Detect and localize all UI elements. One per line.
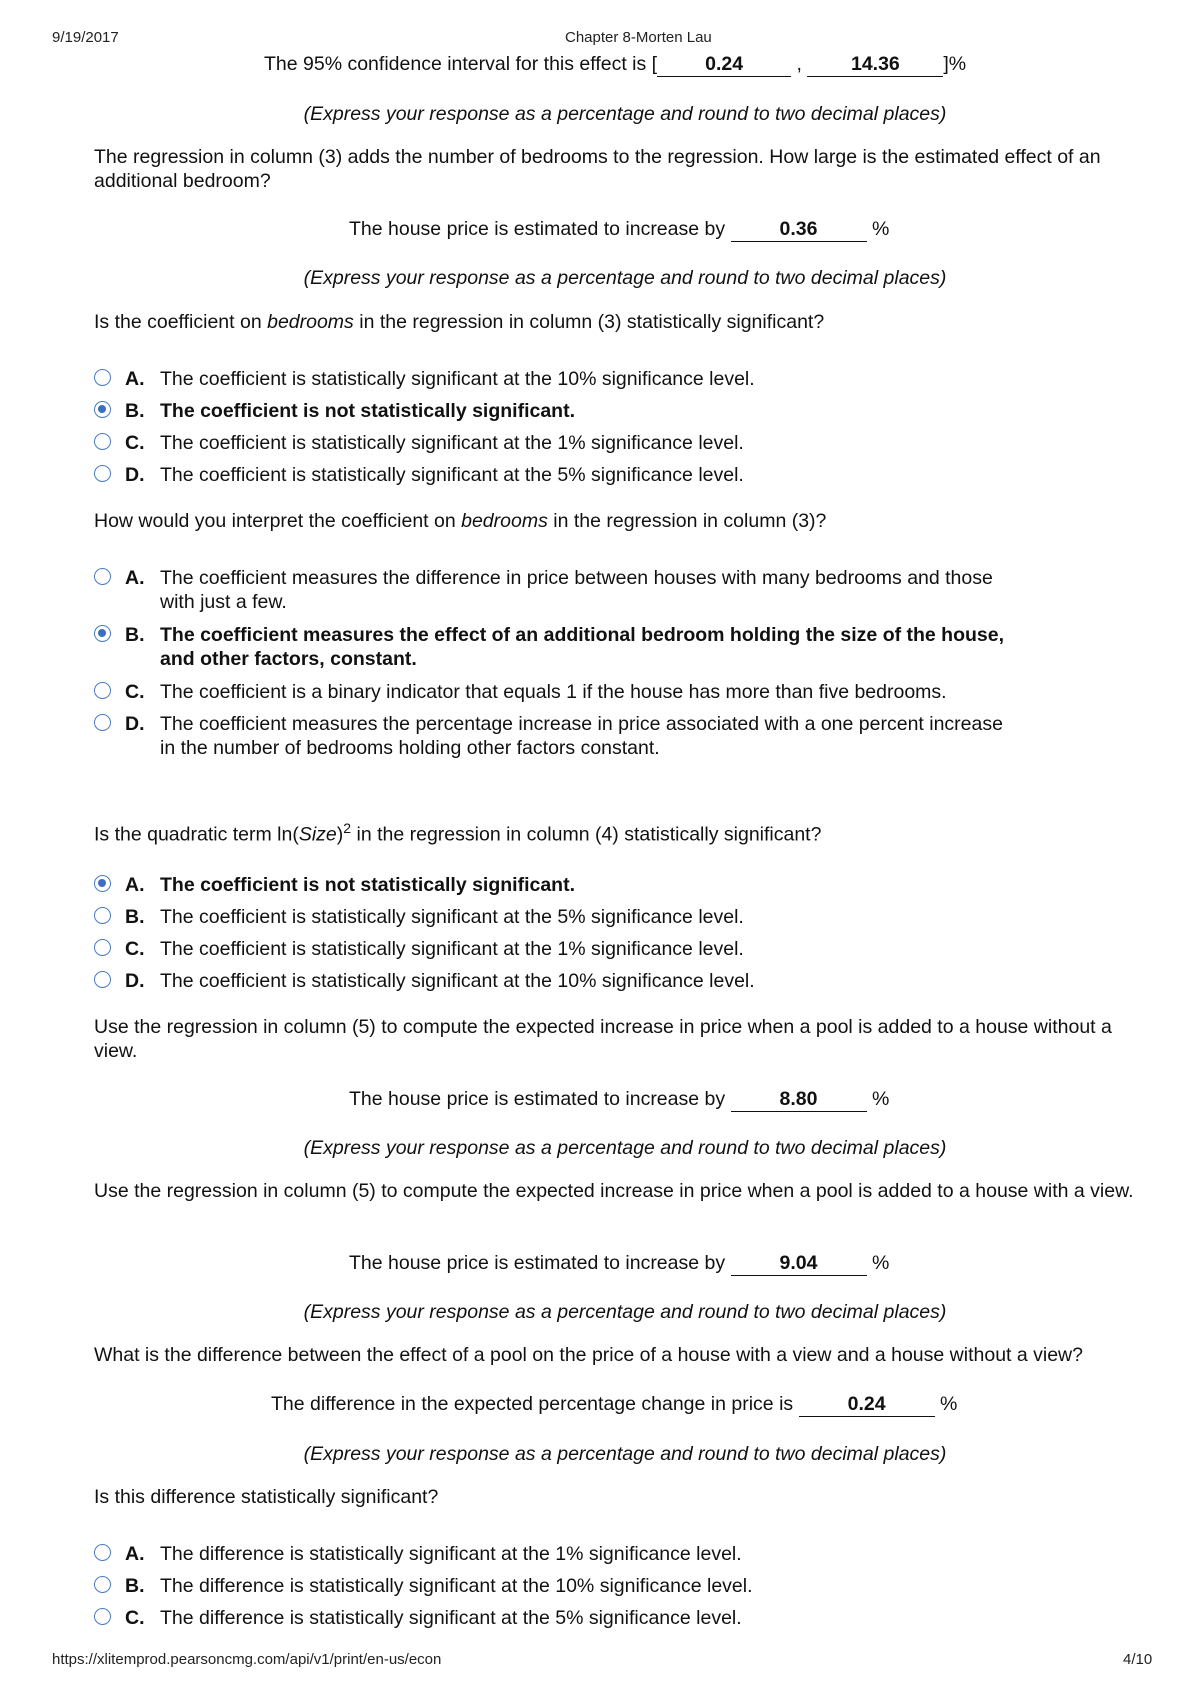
bedroom-effect-field[interactable]: 0.36 [731, 217, 867, 242]
question-difference-significance: Is this difference statistically significant? [94, 1486, 439, 1508]
answer-prefix: The house price is estimated to increase by [349, 1252, 726, 1274]
option-c[interactable] [94, 680, 1014, 704]
page-title: Chapter 8-Morten Lau [565, 29, 712, 46]
answer-prefix: The house price is estimated to increase by [349, 218, 726, 240]
option-text: The difference is statistically significant at the 5% significance level. [160, 1607, 742, 1629]
option-c[interactable] [94, 1606, 1014, 1630]
option-letter: B. [125, 624, 145, 646]
radio-empty-icon[interactable] [94, 369, 111, 386]
option-b[interactable] [94, 623, 1014, 671]
ci-suffix: ]% [943, 53, 967, 75]
question-bedroom-effect: The regression in column (3) adds the number of bedrooms to the regression. How large is the estimated effect of an additional bedroom? [94, 146, 1101, 192]
question-variable: bedrooms [267, 311, 354, 333]
radio-empty-icon[interactable] [94, 907, 111, 924]
hint: (Express your response as a percentage and round to two decimal places) [303, 103, 947, 125]
question-bedroom-interpretation [94, 509, 1134, 533]
radio-empty-icon[interactable] [94, 682, 111, 699]
hint: (Express your response as a percentage and round to two decimal places) [303, 267, 947, 289]
pool-no-view-answer-line [349, 1087, 889, 1112]
radio-empty-icon[interactable] [94, 568, 111, 585]
option-letter: B. [125, 1575, 145, 1597]
option-a[interactable] [94, 566, 1014, 614]
option-letter: D. [125, 464, 145, 486]
answer-prefix: The difference in the expected percentage change in price is [271, 1393, 794, 1415]
option-text: The coefficient measures the effect of an additional bedroom holding the size of the house, and other factors, constant. [160, 624, 1005, 670]
option-letter: A. [125, 874, 145, 896]
hint: (Express your response as a percentage and round to two decimal places) [303, 1137, 947, 1159]
radio-empty-icon[interactable] [94, 714, 111, 731]
option-letter: D. [125, 713, 145, 735]
question-text: Is the quadratic term ln( [94, 823, 299, 846]
option-letter: B. [125, 400, 145, 422]
radio-empty-icon[interactable] [94, 939, 111, 956]
option-letter: C. [125, 1607, 145, 1629]
question-bedroom-significance [94, 310, 1134, 334]
ci-lower-field[interactable]: 0.24 [657, 52, 791, 77]
option-text: The difference is statistically significant at the 10% significance level. [160, 1575, 753, 1597]
option-letter: C. [125, 432, 145, 454]
question-variable: bedrooms [461, 510, 548, 532]
option-d[interactable] [94, 712, 1014, 760]
option-letter: C. [125, 938, 145, 960]
ci-comma: , [796, 53, 802, 75]
difference-field[interactable]: 0.24 [799, 1392, 935, 1417]
radio-selected-icon[interactable] [94, 625, 111, 642]
option-letter: B. [125, 906, 145, 928]
radio-empty-icon[interactable] [94, 433, 111, 450]
pool-view-field[interactable]: 9.04 [731, 1251, 867, 1276]
ci-prefix: The 95% confidence interval for this effect is [ [264, 53, 658, 75]
percent-sign: % [940, 1393, 958, 1415]
option-d[interactable] [94, 463, 1014, 487]
radio-empty-icon[interactable] [94, 1544, 111, 1561]
superscript: 2 [343, 820, 352, 836]
option-letter: D. [125, 970, 145, 992]
question-pool-view: Use the regression in column (5) to compute the expected increase in price when a pool is added to a house with a view. [94, 1180, 1134, 1202]
difference-answer-line [271, 1392, 957, 1417]
percent-sign: % [871, 1252, 890, 1274]
hint: (Express your response as a percentage and round to two decimal places) [303, 1301, 947, 1323]
option-a[interactable] [94, 873, 1014, 897]
question-text: in the regression in column (3) statistically significant? [353, 311, 825, 333]
option-b[interactable] [94, 399, 1014, 423]
bedroom-effect-answer-line [349, 217, 889, 242]
pool-no-view-field[interactable]: 8.80 [731, 1087, 867, 1112]
option-letter: C. [125, 681, 145, 703]
option-text: The coefficient is statistically significant at the 5% significance level. [160, 464, 744, 486]
percent-sign: % [871, 1088, 890, 1110]
option-b[interactable] [94, 905, 1014, 929]
option-text: The coefficient is statistically significant at the 5% significance level. [160, 906, 744, 928]
option-text: The coefficient is statistically significant at the 10% significance level. [160, 368, 755, 390]
print-date: 9/19/2017 [52, 29, 119, 46]
option-c[interactable] [94, 431, 1014, 455]
question-variable: Size [298, 823, 337, 846]
radio-empty-icon[interactable] [94, 465, 111, 482]
option-b[interactable] [94, 1574, 1014, 1598]
percent-sign: % [871, 218, 890, 240]
option-letter: A. [125, 567, 145, 589]
option-letter: A. [125, 1543, 145, 1565]
question-difference: What is the difference between the effect of a pool on the price of a house with a view and a house without a view? [94, 1344, 1083, 1366]
radio-selected-icon[interactable] [94, 401, 111, 418]
radio-empty-icon[interactable] [94, 1576, 111, 1593]
question-text: How would you interpret the coefficient on [94, 510, 462, 532]
ci-answer-line [264, 52, 966, 77]
option-text: The coefficient is not statistically significant. [160, 874, 576, 896]
question-pool-no-view: Use the regression in column (5) to compute the expected increase in price when a pool is added to a house without a view. [94, 1016, 1112, 1062]
radio-empty-icon[interactable] [94, 971, 111, 988]
radio-empty-icon[interactable] [94, 1608, 111, 1625]
option-a[interactable] [94, 367, 1014, 391]
option-c[interactable] [94, 937, 1014, 961]
question-text: Is the coefficient on [94, 311, 268, 333]
option-text: The coefficient is statistically significant at the 1% significance level. [160, 432, 744, 454]
question-text: ) [336, 823, 344, 846]
question-quadratic [94, 816, 1134, 847]
option-text: The coefficient is statistically significant at the 1% significance level. [160, 938, 744, 960]
option-a[interactable] [94, 1542, 1014, 1566]
hint: (Express your response as a percentage and round to two decimal places) [303, 1443, 947, 1465]
pool-view-answer-line [349, 1251, 889, 1276]
footer-url: https://xlitemprod.pearsoncmg.com/api/v1/print/en-us/econ [52, 1651, 442, 1668]
question-text: in the regression in column (3)? [547, 510, 827, 532]
answer-prefix: The house price is estimated to increase by [349, 1088, 726, 1110]
option-text: The coefficient measures the difference in price between houses with many bedrooms and those with just a few. [160, 567, 993, 613]
option-text: The coefficient is not statistically significant. [160, 400, 576, 422]
radio-selected-icon[interactable] [94, 875, 111, 892]
page-number: 4/10 [1123, 1651, 1153, 1668]
ci-upper-field[interactable]: 14.36 [807, 52, 943, 77]
option-text: The coefficient is statistically significant at the 10% significance level. [160, 970, 755, 992]
option-letter: A. [125, 368, 145, 390]
option-text: The coefficient measures the percentage increase in price associated with a one percent increase in the number of bedrooms holding other factors constant. [160, 713, 1003, 759]
option-text: The difference is statistically significant at the 1% significance level. [160, 1543, 742, 1565]
question-text: in the regression in column (4) statistically significant? [351, 823, 822, 846]
option-d[interactable] [94, 969, 1014, 993]
option-text: The coefficient is a binary indicator that equals 1 if the house has more than five bedrooms. [160, 681, 947, 703]
